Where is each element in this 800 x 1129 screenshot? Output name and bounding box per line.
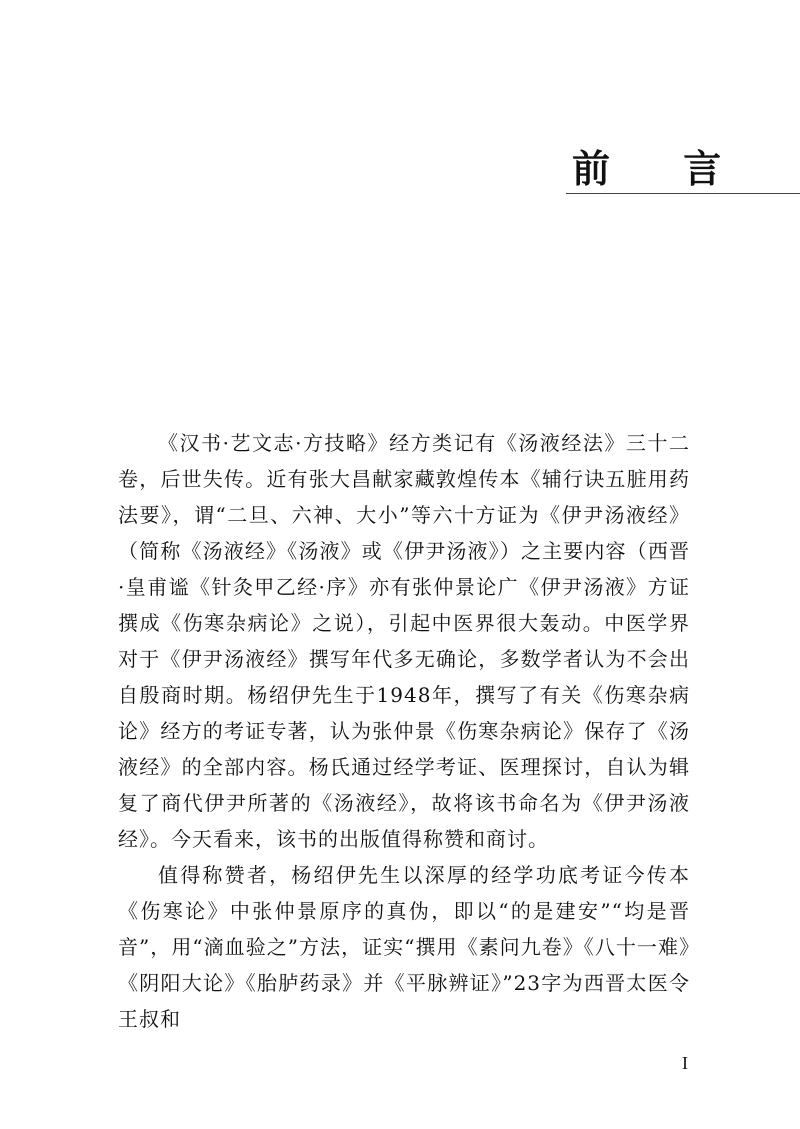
body-text [118, 425, 690, 1037]
paragraph: 《汉书·艺文志·方技略》经方类记有《汤液经法》三十二卷，后世失传。近有张大昌献家藏敦煌传本《辅行诀五脏用药法要》，谓“二旦、六神、大小”等六十方证为《伊尹汤液经》（简称《汤液经》《汤液》或《伊尹汤液》）之主要内容（西晋·皇甫谧《针灸甲乙经·序》亦有张仲景论广《伊尹汤液》方证撰成《伤寒杂病论》之说），引起中医界很大轰动。中医学界对于《伊尹汤液经》撰写年代多无确论，多数学者认为不会出自殷商时期。杨绍伊先生于1948年，撰写了有关《伤寒杂病论》经方的考证专著，认为张仲景《伤寒杂病论》保存了《汤液经》的全部内容。杨氏通过经学考证、医理探讨，自认为辑复了商代伊尹所著的《汤液经》，故将该书命名为《伊尹汤液经》。今天看来，该书的出版值得称赞和商讨。 [118, 431, 690, 851]
page-title: 前 言 [572, 147, 752, 191]
page-number: I [682, 1053, 688, 1073]
paragraph: 值得称赞者，杨绍伊先生以深厚的经学功底考证今传本《伤寒论》中张仲景原序的真伪，即以“的是建安”“均是晋音”，用“滴血验之”方法，证实“撰用《素问九卷》《八十一难》《阴阳大论》《胎胪药录》并《平脉辨证》”23字为西晋太医令王叔和 [118, 863, 690, 1031]
title-underline [566, 193, 800, 194]
